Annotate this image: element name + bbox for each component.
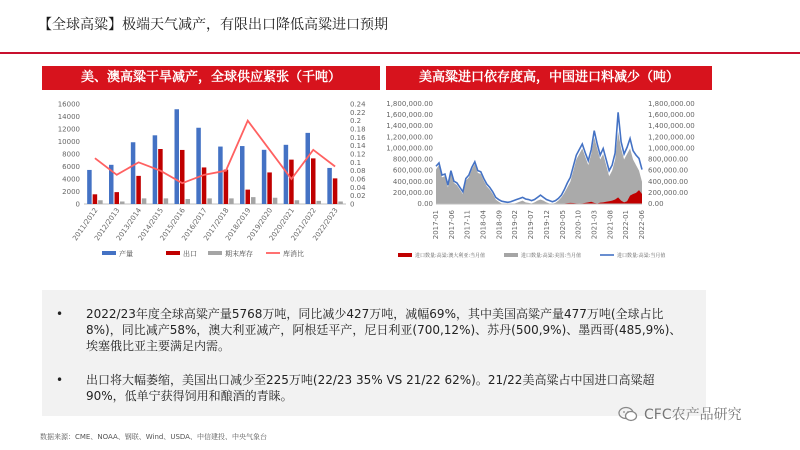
bar (136, 176, 141, 204)
y2-tick-label: 1,400,000.00 (648, 122, 695, 131)
legend-swatch (102, 251, 116, 255)
bar (142, 198, 147, 204)
bar (196, 128, 201, 204)
y-tick-label: 1,000,000.00 (386, 144, 433, 153)
bar (115, 192, 120, 204)
x-tick-label: 2013/2014 (114, 206, 144, 243)
y-tick-label: 0.00 (417, 200, 433, 208)
y2-tick-label: 0.00 (648, 200, 664, 208)
y-tick-label: 4000 (62, 175, 80, 184)
bar (295, 200, 300, 204)
y-tick-label: 1,400,000.00 (386, 122, 433, 131)
bullet-item (56, 306, 686, 354)
x-tick-label: 2022-06 (638, 210, 646, 240)
y2-tick-label: 0.1 (350, 158, 362, 167)
x-tick-label: 2018-04 (479, 210, 488, 240)
x-tick-label: 2020-10 (574, 210, 583, 240)
y-tick-label: 800,000.00 (392, 155, 433, 164)
legend-swatch (504, 253, 518, 257)
y-tick-label: 10000 (57, 138, 80, 146)
bar (311, 158, 316, 204)
legend-label: 出口 (183, 250, 197, 258)
y2-tick-label: 0.24 (350, 100, 366, 109)
bar (246, 190, 251, 204)
y2-tick-label: 1,000,000.00 (648, 144, 695, 153)
bar (333, 178, 338, 204)
x-tick-label: 2017/2018 (202, 206, 231, 243)
bullet-item (56, 372, 686, 404)
source-note: 数据来源：CME、NOAA、钢联、Wind、USDA、中信建投、中央气象台 (40, 433, 267, 441)
x-tick-label: 2012/2013 (93, 206, 122, 243)
y-tick-label: 2000 (62, 188, 80, 196)
bar (164, 198, 169, 204)
left-chart (40, 96, 385, 271)
x-tick-label: 2014/2015 (136, 206, 166, 243)
legend-label: 进口数量:高粱:美国:当月值 (521, 253, 582, 259)
bar (240, 146, 245, 204)
bullet-text: 出口将大幅萎缩，美国出口减少至225万吨(22/23 35% VS 21/22 62%)。21/22美高粱占中国进口高粱超90%，低单宁获得饲用和酿酒的青睐。 (86, 373, 655, 403)
x-tick-label: 2018/2019 (224, 206, 253, 243)
left-chart-svg (40, 96, 385, 271)
y2-tick-label: 1,200,000.00 (648, 133, 695, 142)
bar (180, 150, 185, 204)
x-tick-label: 2021-03 (590, 210, 599, 240)
y-tick-label: 600,000.00 (392, 166, 433, 175)
x-tick-label: 2011/2012 (71, 206, 100, 243)
legend-label: 进口数量:高粱:澳大利亚:当月值 (415, 253, 486, 259)
bar (273, 198, 278, 204)
bullets-box (42, 290, 706, 416)
x-tick-label: 2019-02 (511, 210, 520, 240)
title-divider (0, 52, 800, 54)
bar (207, 198, 212, 204)
y-tick-label: 200,000.00 (392, 188, 433, 197)
x-tick-label: 2021/2022 (289, 206, 318, 243)
legend-label: 进口数量:高粱:当月值 (617, 253, 666, 259)
y2-tick-label: 800,000.00 (648, 155, 689, 164)
bar (186, 199, 191, 204)
legend-label: 期末库存 (225, 250, 253, 258)
bar (158, 149, 163, 204)
right-chart (386, 96, 714, 271)
y-tick-label: 1,200,000.00 (386, 133, 433, 142)
bar (306, 133, 311, 204)
y-tick-label: 0 (75, 200, 80, 209)
y-tick-label: 12000 (57, 125, 80, 134)
legend-swatch (208, 251, 222, 255)
x-tick-label: 2015/2016 (158, 206, 187, 243)
y2-tick-label: 0.18 (350, 125, 366, 134)
bar (267, 172, 272, 204)
bar (87, 170, 92, 204)
legend-swatch (398, 253, 412, 257)
y2-tick-label: 0.14 (350, 142, 366, 151)
x-tick-label: 2022-01 (622, 210, 631, 240)
bar (317, 201, 322, 204)
y2-tick-label: 1,800,000.00 (648, 100, 695, 108)
x-tick-label: 2019-07 (527, 210, 536, 240)
bar (120, 202, 125, 205)
bar (98, 200, 103, 204)
y2-tick-label: 0.08 (350, 167, 366, 176)
y-tick-label: 1,800,000.00 (386, 100, 433, 108)
bar (93, 194, 98, 204)
bar (338, 202, 343, 205)
bar (218, 147, 223, 204)
x-tick-label: 2016/2017 (180, 206, 209, 243)
bar (289, 160, 294, 204)
y-tick-label: 400,000.00 (392, 177, 433, 186)
x-tick-label: 2017-11 (463, 210, 472, 240)
y-tick-label: 16000 (57, 100, 80, 109)
x-tick-label: 2017-01 (432, 210, 440, 240)
y2-tick-label: 400,000.00 (648, 177, 689, 186)
watermark-text: CFC农产品研究 (644, 407, 742, 423)
legend-label: 产量 (119, 250, 133, 258)
y2-tick-label: 0.12 (350, 150, 366, 159)
right-chart-svg (386, 96, 714, 271)
x-tick-label: 2018-09 (495, 210, 504, 240)
y2-tick-label: 0.22 (350, 108, 366, 117)
bar (327, 168, 332, 204)
y2-tick-label: 0.04 (350, 183, 366, 192)
right-chart-header: 美高粱进口依存度高，中国进口料减少（吨） (386, 66, 712, 90)
legend-swatch (166, 251, 180, 255)
x-tick-label: 2019-12 (542, 210, 551, 240)
y2-tick-label: 0.16 (350, 133, 366, 142)
y2-tick-label: 600,000.00 (648, 166, 689, 175)
x-tick-label: 2020-05 (558, 210, 567, 240)
y2-tick-label: 200,000.00 (648, 188, 689, 197)
x-tick-label: 2019/2020 (245, 206, 275, 243)
bar (131, 142, 136, 204)
bullet-text: 2022/23年度全球高粱产量5768万吨，同比减少427万吨，减幅69%，其中美国高粱产量477万吨(全球占比8%)，同比减产58%，澳大利亚减产，阿根廷平产，尼日利亚(700,12%)、苏丹(500,9%)、墨西哥(485,9%)、埃塞俄比亚主要满足内需。 (86, 307, 682, 353)
bar (229, 198, 234, 204)
bullet-dot: • (56, 307, 64, 321)
legend-label: 库消比 (283, 250, 304, 258)
bar (202, 167, 207, 204)
x-tick-label: 2017-06 (447, 210, 456, 240)
bar (251, 197, 256, 204)
y-tick-label: 14000 (57, 113, 80, 121)
y2-tick-label: 0.06 (350, 175, 366, 184)
watermark (618, 404, 742, 424)
y2-tick-label: 1,600,000.00 (648, 111, 695, 120)
bar (262, 150, 267, 204)
x-tick-label: 2021-08 (606, 210, 615, 240)
y2-tick-label: 0.2 (350, 117, 362, 126)
y2-tick-label: 0 (350, 200, 355, 209)
x-tick-label: 2022/2023 (311, 206, 340, 243)
y-tick-label: 6000 (62, 163, 80, 171)
y-tick-label: 8000 (62, 150, 80, 159)
bar (224, 170, 229, 204)
y2-tick-label: 0.02 (350, 192, 366, 201)
y-tick-label: 1,600,000.00 (386, 111, 433, 120)
bar (175, 109, 180, 204)
left-chart-header: 美、澳高粱干旱减产，全球供应紧张（千吨） (42, 66, 380, 90)
slide-title: 【全球高粱】极端天气减产，有限出口降低高粱进口预期 (38, 17, 388, 33)
x-tick-label: 2020/2021 (267, 206, 297, 243)
wechat-icon (618, 404, 638, 424)
bullet-dot: • (56, 373, 64, 387)
